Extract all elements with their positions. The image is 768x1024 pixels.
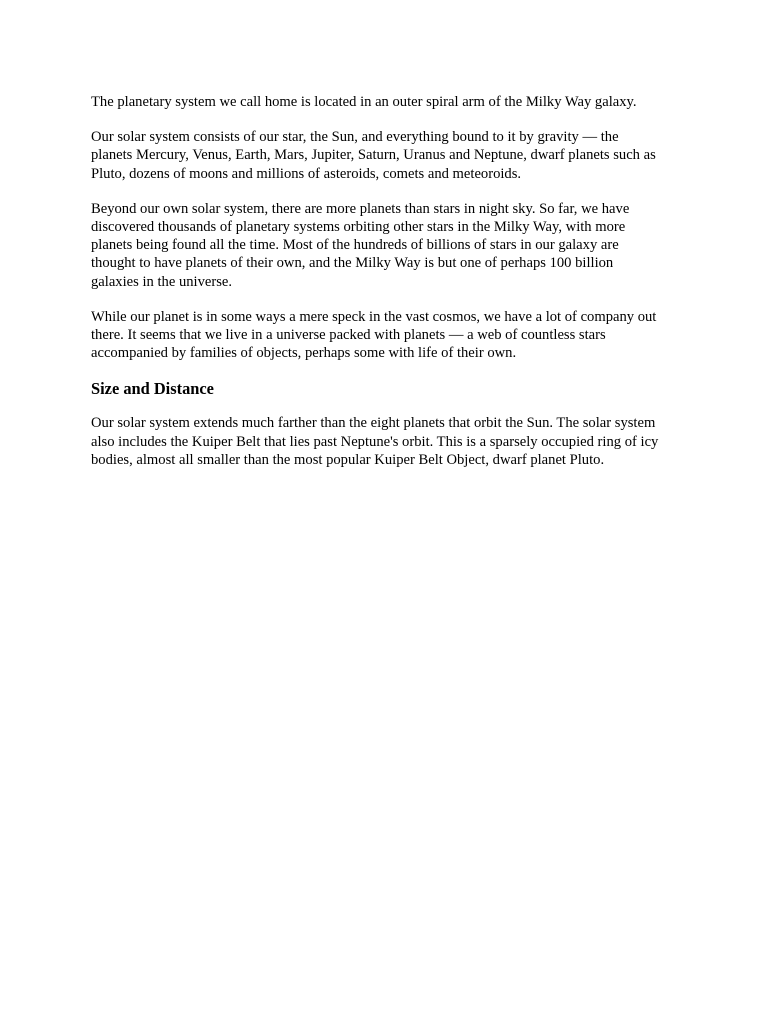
paragraph-beyond-solar-system: Beyond our own solar system, there are more planets than stars in night sky. So far, we have discovered thousands of planetary systems orbiting other stars in the Milky Way, with more planets being found all the time. Most of the hundreds of billions of stars in our galaxy are thought to have planets of their own, and the Milky Way is but one of perhaps 100 billion galaxies in the universe. <box>91 200 630 290</box>
paragraph-universe-of-planets: While our planet is in some ways a mere speck in the vast cosmos, we have a lot of company out there. It seems that we live in a universe packed with planets — a web of countless stars accompanied by families of objects, perhaps some with life of their own. <box>91 308 657 362</box>
paragraph-milky-way-location: The planetary system we call home is located in an outer spiral arm of the Milky Way galaxy. <box>91 94 637 110</box>
paragraph-kuiper-belt: Our solar system extends much farther than the eight planets that orbit the Sun. The solar system also includes the Kuiper Belt that lies past Neptune's orbit. This is a sparsely occupied ring of icy bodies, almost all smaller than the most popular Kuiper Belt Object, dwarf planet Pluto. <box>91 415 659 468</box>
paragraph-solar-system-contents: Our solar system consists of our star, the Sun, and everything bound to it by gravity — the planets Mercury, Venus, Earth, Mars, Jupiter, Saturn, Uranus and Neptune, dwarf planets such as Pluto, dozens of moons and millions of asteroids, comets and meteoroids. <box>91 129 656 182</box>
document-page <box>91 93 691 486</box>
section-heading-size-distance: Size and Distance <box>91 379 214 399</box>
